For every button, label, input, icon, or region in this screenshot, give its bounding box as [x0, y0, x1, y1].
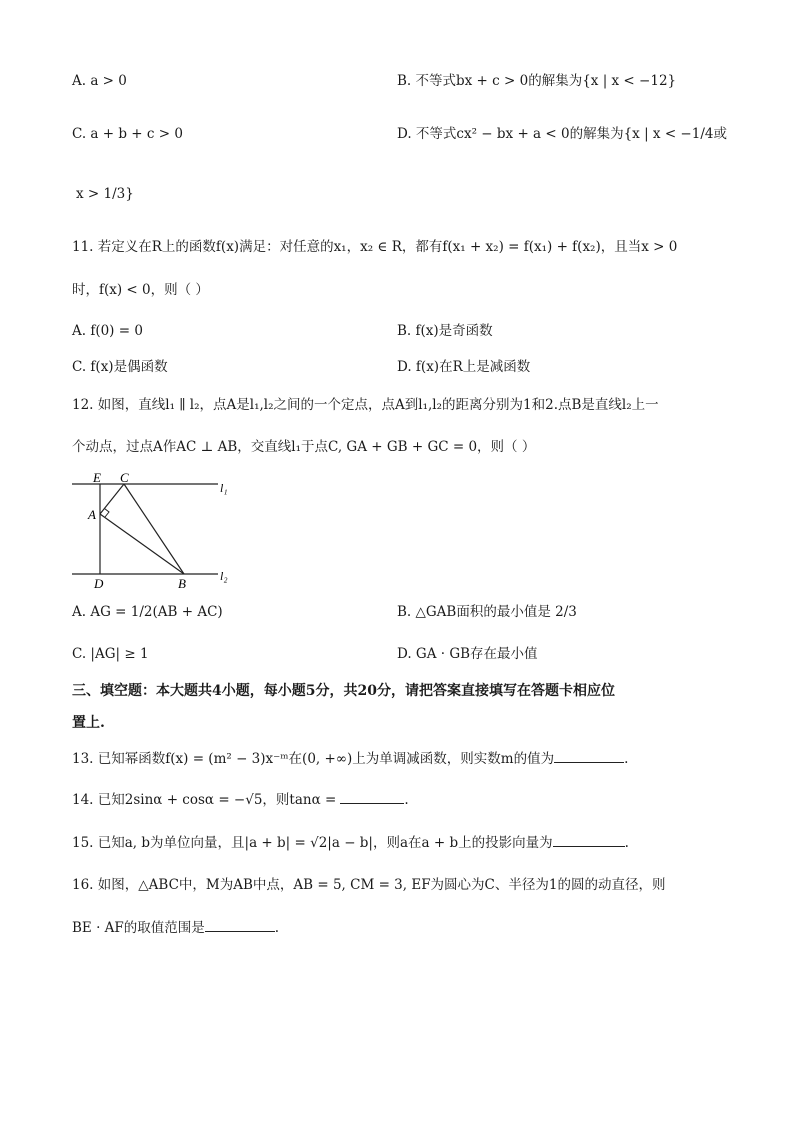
q11-option-d: D. f(x)在R上是减函数 [397, 359, 531, 375]
right-angle-mark [105, 509, 110, 518]
q11-option-a: A. f(0) = 0 [72, 323, 143, 339]
q12-option-d: D. GA · GB存在最小值 [397, 646, 538, 662]
q16-line2 [72, 917, 279, 938]
q13-line [72, 748, 628, 769]
q10-option-d-continued: x > 1/3} [76, 186, 134, 202]
q16-end-mark: . [274, 920, 280, 936]
q14-line [72, 789, 409, 810]
q12-option-c: C. |AG| ≥ 1 [72, 646, 149, 662]
q12-stem-line1: 12. 如图，直线l₁ ∥ l₂，点A是l₁,l₂之间的一个定点，点A到l₁,l₂的距离分别为1和2.点B是直线l₂上一 [72, 397, 659, 413]
q16-text: BE · AF的取值范围是 [72, 920, 205, 936]
q14-end-mark: . [404, 792, 409, 808]
q10-option-b: B. 不等式bx + c > 0的解集为{x | x < −12} [397, 73, 677, 89]
q16-answer-blank [205, 917, 275, 932]
section-3-heading-line2: 置上. [72, 715, 105, 731]
q15-answer-blank [553, 832, 625, 847]
label-l2: l₂ [220, 569, 228, 583]
q11-stem-line2: 时，f(x) < 0，则（ ） [72, 282, 209, 298]
label-c: C [120, 470, 129, 485]
q15-line [72, 832, 629, 853]
segment-ac [100, 484, 124, 514]
q13-text: 13. 已知幂函数f(x) = (m² − 3)x⁻ᵐ在(0, +∞)上为单调减函数，则实数m的值为 [72, 751, 555, 767]
q11-option-c: C. f(x)是偶函数 [72, 359, 168, 375]
label-e: E [93, 470, 101, 485]
label-l1: l₁ [220, 481, 228, 495]
q10-option-a: A. a > 0 [72, 73, 127, 89]
q12-option-a: A. AG = 1/2(AB + AC) [72, 604, 223, 620]
q14-answer-blank [340, 789, 404, 804]
q15-text: 15. 已知a, b为单位向量，且|a + b| = √2|a − b|，则a在a + b上的投影向量为 [72, 835, 553, 851]
q16-stem-line1: 16. 如图，△ABC中，M为AB中点，AB = 5, CM = 3, EF为圆心为C、半径为1的圆的动直径，则 [72, 877, 666, 893]
segment-cb [124, 484, 184, 574]
q12-stem-line2: 个动点，过点A作AC ⊥ AB，交直线l₁于点C, GA + GB + GC = 0，则（ ） [72, 439, 536, 455]
q12-figure [60, 462, 250, 594]
label-d: D [94, 576, 104, 591]
q14-text: 14. 已知2sinα + cosα = −√5，则tanα = [72, 792, 337, 808]
q10-option-c: C. a + b + c > 0 [72, 126, 183, 142]
q15-end-mark: . [624, 835, 629, 851]
section-3-heading-line1: 三、填空题：本大题共4小题，每小题5分，共20分，请把答案直接填写在答题卡相应位 [72, 683, 615, 699]
q10-option-d: D. 不等式cx² − bx + a < 0的解集为{x | x < −1/4或 [397, 126, 727, 142]
label-b: B [178, 576, 186, 591]
segment-ab [100, 514, 184, 574]
label-a: A [88, 507, 96, 522]
q11-option-b: B. f(x)是奇函数 [397, 323, 493, 339]
q13-answer-blank [554, 748, 624, 763]
q13-end-mark: . [624, 751, 629, 767]
q12-option-b: B. △GAB面积的最小值是 2/3 [397, 604, 577, 620]
q11-stem-line1: 11. 若定义在R上的函数f(x)满足：对任意的x₁，x₂ ∈ R，都有f(x₁ + x₂) = f(x₁) + f(x₂)，且当x > 0 [72, 239, 678, 255]
